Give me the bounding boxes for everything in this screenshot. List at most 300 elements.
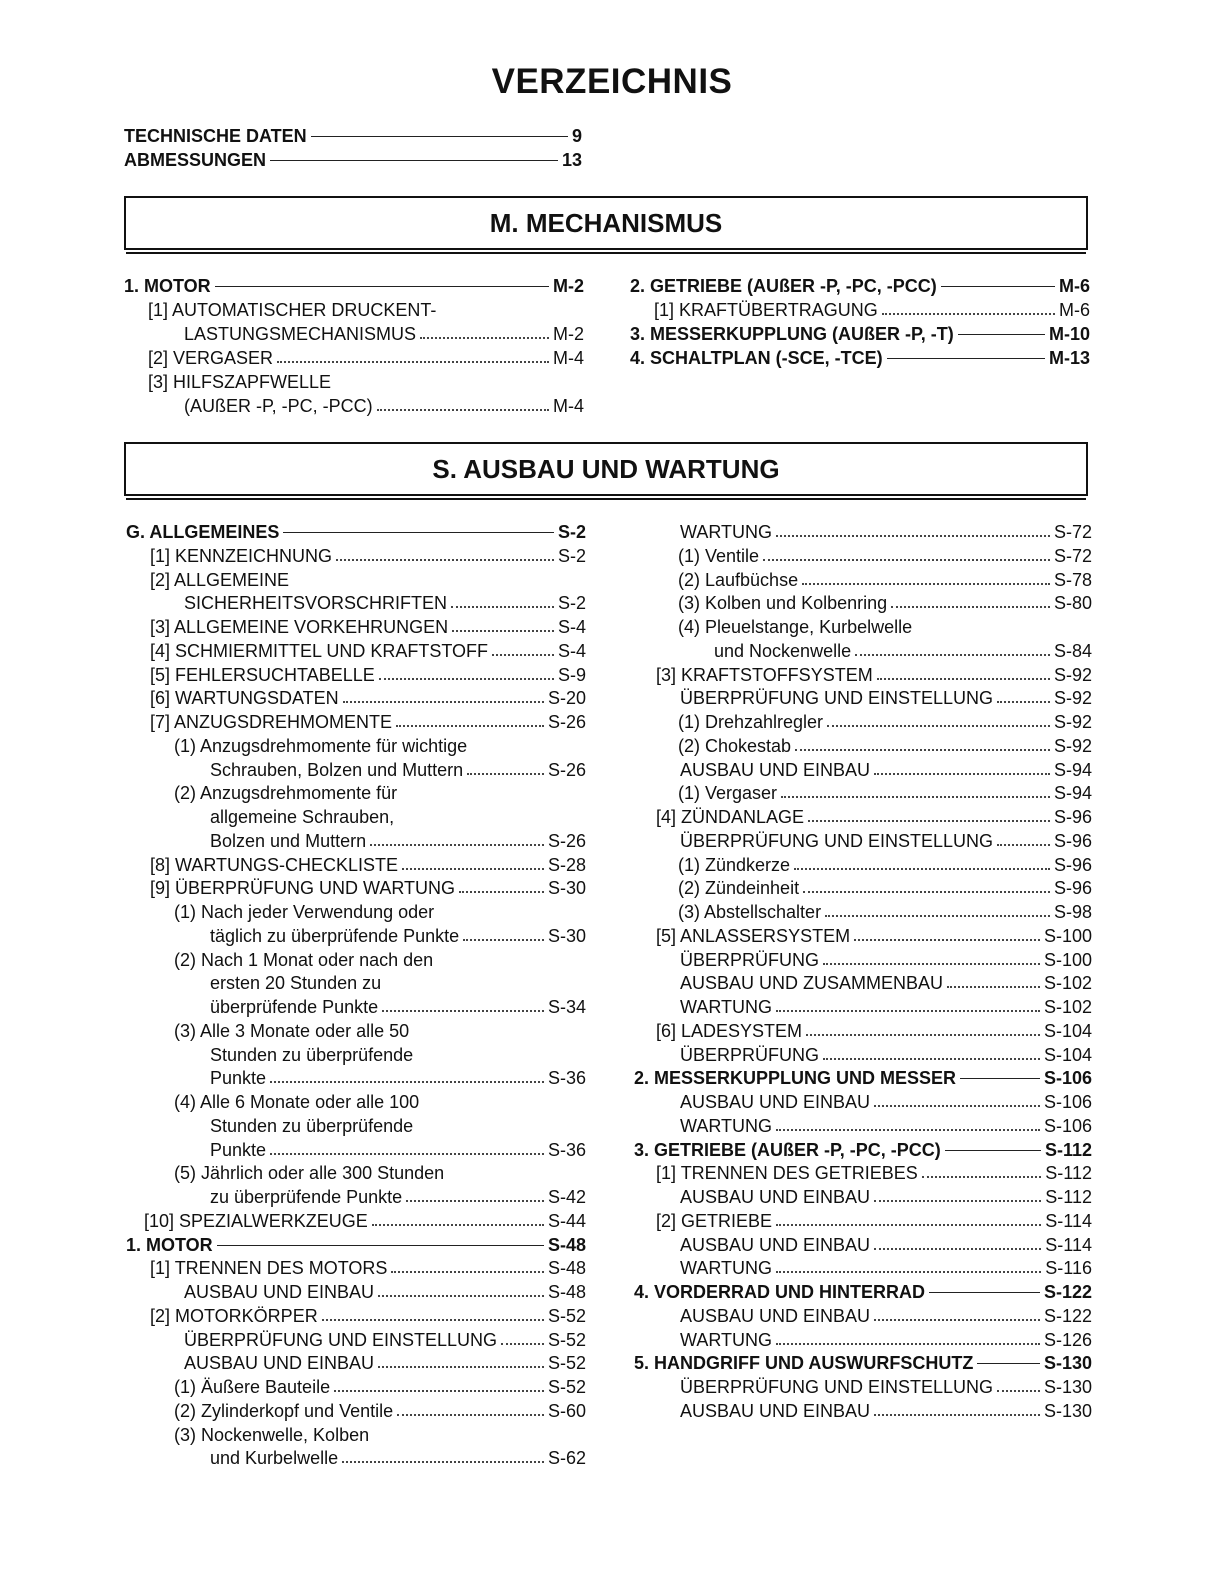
toc-entry-leader [776, 1114, 1040, 1138]
toc-entry-label: ABMESSUNGEN [124, 150, 267, 170]
toc-entry[interactable] [634, 1019, 1092, 1043]
toc-entry[interactable] [634, 1138, 1092, 1162]
toc-entry-label: [2] MOTORKÖRPER [150, 1305, 318, 1326]
toc-entry-leader [372, 1209, 544, 1233]
section-header-mechanismus [124, 196, 1088, 250]
toc-entry-label: AUSBAU UND EINBAU [680, 1400, 871, 1421]
toc-entry-leader [270, 1066, 544, 1090]
toc-entry[interactable] [126, 734, 586, 758]
toc-entry-label: ÜBERPRÜFUNG [680, 1044, 820, 1065]
toc-entry[interactable] [634, 758, 1092, 782]
toc-entry-leader [997, 686, 1050, 710]
toc-entry-page: S-4 [557, 617, 586, 637]
toc-entry-label: überprüfende Punkte [210, 997, 379, 1017]
toc-entry-leader [874, 1185, 1041, 1209]
toc-entry-page: S-92 [1053, 664, 1092, 685]
toc-entry-leader [825, 900, 1050, 924]
toc-entry-label: (2) Zylinderkopf und Ventile [174, 1400, 394, 1421]
toc-entry[interactable] [634, 1209, 1092, 1233]
toc-entry-leader [217, 1233, 544, 1257]
toc-entry-label: 4. SCHALTPLAN (-SCE, -TCE) [630, 348, 883, 368]
toc-entry-page: S-94 [1053, 759, 1092, 780]
toc-entry[interactable] [126, 639, 586, 663]
toc-entry[interactable] [634, 734, 1092, 758]
toc-entry-label: WARTUNG [680, 1329, 772, 1350]
toc-entry[interactable] [634, 995, 1092, 1019]
toc-mechanismus-left [124, 274, 584, 418]
toc-entry-page: M-6 [1059, 300, 1090, 320]
toc-entry[interactable] [126, 1019, 586, 1043]
toc-entry-page: S-34 [547, 997, 586, 1017]
toc-entry-label: 2. MESSERKUPPLUNG UND MESSER [634, 1068, 957, 1089]
toc-entry-label: ÜBERPRÜFUNG [680, 949, 820, 970]
toc-entry-label: (2) Nach 1 Monat oder nach den [174, 949, 434, 970]
toc-entry-page: M-13 [1048, 348, 1090, 368]
toc-entry-label: WARTUNG [680, 997, 772, 1017]
toc-entry[interactable] [126, 1375, 586, 1399]
toc-entry[interactable] [126, 924, 586, 948]
toc-entry-page: S-116 [1045, 1258, 1092, 1279]
toc-entry[interactable] [634, 924, 1092, 948]
toc-entry[interactable] [634, 568, 1092, 592]
toc-entry-page: S-48 [547, 1234, 586, 1255]
toc-entry-label: [9] ÜBERPRÜFUNG UND WARTUNG [150, 878, 456, 899]
toc-entry-label: [1] AUTOMATISCHER DRUCKENT- [148, 300, 437, 320]
toc-entry-label: [1] TRENNEN DES GETRIEBES [656, 1163, 918, 1184]
toc-entry-page: M-6 [1059, 276, 1090, 296]
toc-entry-label: [5] FEHLERSUCHTABELLE [150, 664, 375, 685]
toc-entry-label: AUSBAU UND EINBAU [184, 1282, 375, 1302]
toc-entry-page: S-106 [1043, 1115, 1092, 1136]
toc-entry-leader [781, 781, 1050, 805]
toc-entry-label: Bolzen und Muttern [210, 830, 367, 851]
toc-entry-page: S-52 [547, 1377, 586, 1397]
toc-entry[interactable] [634, 591, 1092, 615]
toc-entry-page: S-72 [1053, 522, 1092, 542]
toc-entry-page: S-42 [547, 1187, 586, 1207]
toc-entry-page: S-130 [1043, 1353, 1092, 1374]
toc-entry[interactable] [634, 1185, 1092, 1209]
toc-entry-label: (2) Laufbüchse [678, 569, 799, 590]
toc-entry-leader [215, 274, 549, 298]
toc-entry-leader [958, 322, 1045, 346]
toc-entry-leader [891, 591, 1050, 615]
toc-entry[interactable] [126, 1185, 586, 1209]
toc-entry[interactable] [634, 710, 1092, 734]
toc-entry-label: [2] GETRIEBE [656, 1210, 773, 1231]
toc-entry-label: Stunden zu überprüfende [210, 1115, 414, 1136]
toc-entry[interactable] [126, 591, 586, 615]
toc-entry-leader [391, 1256, 544, 1280]
toc-entry-leader [997, 829, 1050, 853]
toc-entry[interactable] [126, 1161, 586, 1185]
toc-entry[interactable] [634, 686, 1092, 710]
toc-entry-leader [270, 1138, 544, 1162]
toc-entry-leader [882, 298, 1055, 322]
toc-entry-page: M-10 [1048, 324, 1090, 344]
toc-entry-label: allgemeine Schrauben, [210, 807, 395, 827]
toc-entry-page: S-112 [1044, 1139, 1092, 1160]
toc-entry-label: WARTUNG [680, 522, 772, 542]
toc-entry-label: [2] VERGASER [148, 348, 274, 368]
toc-entry-page: S-100 [1043, 925, 1092, 946]
toc-entry[interactable] [124, 346, 584, 370]
toc-entry-label: zu überprüfende Punkte [210, 1187, 403, 1207]
toc-entry-page: S-26 [547, 830, 586, 851]
toc-entry[interactable] [126, 1328, 586, 1352]
toc-entry[interactable] [634, 1351, 1092, 1375]
toc-entry[interactable] [630, 346, 1090, 370]
toc-entry-page: S-130 [1043, 1400, 1092, 1421]
toc-entry-page: S-62 [547, 1448, 586, 1469]
toc-entry-label: 2. GETRIEBE (AUßER -P, -PC, -PCC) [630, 276, 937, 296]
toc-entry-leader [343, 686, 544, 710]
toc-entry[interactable] [634, 663, 1092, 687]
toc-entry-label: (4) Pleuelstange, Kurbelwelle [678, 617, 913, 637]
toc-entry[interactable] [634, 876, 1092, 900]
toc-entry-page: S-26 [547, 759, 586, 780]
toc-entry-page: S-122 [1043, 1305, 1092, 1326]
toc-entry-page: S-96 [1053, 830, 1092, 851]
toc-entry[interactable] [126, 1209, 586, 1233]
toc-entry-page: S-9 [557, 664, 586, 685]
toc-entry[interactable] [634, 1256, 1092, 1280]
toc-entry-label: und Kurbelwelle [210, 1448, 339, 1469]
toc-entry[interactable] [634, 1375, 1092, 1399]
toc-entry-leader [406, 1185, 544, 1209]
toc-entry[interactable] [634, 805, 1092, 829]
toc-entry-page: S-72 [1053, 545, 1092, 566]
toc-entry[interactable] [126, 758, 586, 782]
toc-entry[interactable] [126, 948, 586, 972]
toc-entry-page: S-92 [1053, 712, 1092, 732]
toc-entry[interactable] [634, 1399, 1092, 1423]
toc-entry[interactable] [634, 781, 1092, 805]
toc-entry-leader [776, 520, 1050, 544]
toc-entry-label: 3. MESSERKUPPLUNG (AUßER -P, -T) [630, 324, 954, 344]
toc-entry[interactable] [126, 544, 586, 568]
toc-entry[interactable] [126, 663, 586, 687]
toc-entry[interactable] [124, 148, 582, 172]
toc-entry-leader [823, 1043, 1040, 1067]
toc-entry-page: S-44 [547, 1210, 586, 1231]
toc-entry[interactable] [126, 853, 586, 877]
toc-entry-page: S-122 [1043, 1282, 1092, 1302]
section-header-text: M. MECHANISMUS [489, 208, 723, 238]
toc-entry[interactable] [126, 568, 586, 592]
toc-entry-leader [270, 148, 558, 172]
toc-entry-page: S-94 [1053, 783, 1092, 804]
toc-entry-page: S-28 [547, 854, 586, 875]
toc-entry-page: S-30 [547, 925, 586, 946]
toc-entry-label: [1] KRAFTÜBERTRAGUNG [654, 300, 878, 320]
toc-entry-page: S-80 [1053, 593, 1092, 614]
toc-entry-label: [1] KENNZEICHNUNG [150, 545, 333, 566]
toc-entry-leader [874, 1399, 1040, 1423]
toc-entry[interactable] [634, 639, 1092, 663]
toc-entry-page: S-52 [547, 1305, 586, 1326]
toc-entry[interactable] [634, 1090, 1092, 1114]
toc-entry-label: 1. MOTOR [124, 276, 211, 296]
toc-entry[interactable] [634, 544, 1092, 568]
toc-entry-page: S-114 [1045, 1234, 1092, 1255]
toc-entry[interactable] [126, 805, 586, 829]
toc-entry-label: AUSBAU UND EINBAU [184, 1353, 375, 1374]
toc-entry[interactable] [126, 1233, 586, 1257]
toc-entry[interactable] [126, 1256, 586, 1280]
toc-entry[interactable] [126, 1043, 586, 1067]
toc-entry-leader [803, 876, 1050, 900]
toc-entry[interactable] [126, 1280, 586, 1304]
toc-entry[interactable] [634, 1161, 1092, 1185]
toc-entry[interactable] [630, 274, 1090, 298]
toc-entry-label: AUSBAU UND EINBAU [680, 1305, 871, 1326]
toc-entry-label: AUSBAU UND EINBAU [680, 759, 871, 780]
toc-entry-label: [10] SPEZIALWERKZEUGE [144, 1210, 368, 1231]
toc-entry-page: S-36 [547, 1068, 586, 1089]
toc-entry-label: WARTUNG [680, 1115, 772, 1136]
toc-entry-label: [8] WARTUNGS-CHECKLISTE [150, 854, 399, 875]
toc-entry-label: [2] ALLGEMEINE [150, 569, 290, 590]
toc-entry-leader [855, 639, 1050, 663]
toc-entry-leader [874, 1090, 1040, 1114]
toc-entry[interactable] [124, 394, 584, 418]
toc-entry-label: [3] HILFSZAPFWELLE [148, 372, 332, 392]
page-title: VERZEICHNIS [491, 62, 733, 101]
toc-entry-leader [823, 948, 1040, 972]
toc-entry-page: S-36 [547, 1139, 586, 1160]
toc-entry[interactable] [634, 1066, 1092, 1090]
toc-entry[interactable] [634, 615, 1092, 639]
toc-entry-page: S-52 [547, 1353, 586, 1374]
toc-entry-label: (1) Äußere Bauteile [174, 1377, 331, 1397]
toc-entry-leader [501, 1328, 544, 1352]
toc-entry-leader [776, 1328, 1040, 1352]
toc-entry-label: TECHNISCHE DATEN [124, 126, 307, 146]
toc-entry-label: [6] LADESYSTEM [656, 1020, 803, 1041]
toc-entry-leader [977, 1351, 1040, 1375]
toc-entry-label: AUSBAU UND EINBAU [680, 1092, 871, 1112]
toc-entry-label: [4] ZÜNDANLAGE [656, 807, 805, 827]
toc-ausbau-right [634, 520, 1092, 1423]
toc-entry-leader [929, 1280, 1040, 1304]
toc-entry[interactable] [630, 298, 1090, 322]
toc-entry-page: M-4 [553, 396, 584, 416]
toc-entry-page: S-2 [557, 593, 586, 614]
toc-entry[interactable] [126, 686, 586, 710]
toc-entry-page: S-98 [1053, 902, 1092, 922]
toc-entry[interactable] [634, 853, 1092, 877]
toc-entry[interactable] [634, 1233, 1092, 1257]
section-header-ausbau [124, 442, 1088, 496]
toc-entry-leader [776, 1209, 1041, 1233]
toc-entry[interactable] [126, 995, 586, 1019]
toc-entry-label: 5. HANDGRIFF UND AUSWURFSCHUTZ [634, 1353, 974, 1374]
toc-entry-leader [874, 1304, 1040, 1328]
toc-entry[interactable] [634, 971, 1092, 995]
toc-entry-leader [808, 805, 1050, 829]
toc-entry-leader [887, 346, 1045, 370]
toc-entry[interactable] [634, 1280, 1092, 1304]
toc-entry-label: (4) Alle 6 Monate oder alle 100 [174, 1092, 420, 1112]
toc-entry[interactable] [126, 971, 586, 995]
toc-entry-label: (1) Nach jeder Verwendung oder [174, 902, 435, 922]
toc-entry-page: S-96 [1053, 807, 1092, 827]
toc-entry-leader [277, 346, 549, 370]
toc-entry-leader [794, 853, 1050, 877]
toc-entry-leader [342, 1446, 544, 1470]
toc-entry-label: (1) Anzugsdrehmomente für wichtige [174, 735, 468, 756]
toc-entry[interactable] [126, 1446, 586, 1470]
toc-entry-label: ÜBERPRÜFUNG UND EINSTELLUNG [680, 830, 994, 851]
toc-entry-leader [402, 853, 544, 877]
toc-entry[interactable] [126, 781, 586, 805]
toc-entry-page: S-126 [1043, 1329, 1092, 1350]
toc-entry-page: S-30 [547, 878, 586, 899]
toc-entry-leader [802, 568, 1050, 592]
toc-entry-label: täglich zu überprüfende Punkte [210, 925, 460, 946]
toc-entry-leader [945, 1138, 1041, 1162]
toc-entry-leader [874, 1233, 1041, 1257]
toc-entry[interactable] [126, 615, 586, 639]
toc-entry-page: S-92 [1053, 735, 1092, 756]
section-header-text: S. AUSBAU UND WARTUNG [432, 454, 780, 484]
toc-entry[interactable] [124, 298, 584, 322]
toc-entry-label: (3) Alle 3 Monate oder alle 50 [174, 1020, 410, 1041]
toc-entry-leader [452, 615, 554, 639]
toc-entry-page: S-102 [1043, 997, 1092, 1017]
toc-entry[interactable] [124, 322, 584, 346]
toc-entry-leader [311, 124, 568, 148]
toc-entry-label: (3) Nockenwelle, Kolben [174, 1424, 370, 1445]
toc-entry-page: S-112 [1045, 1163, 1092, 1184]
toc-entry[interactable] [124, 370, 584, 394]
toc-entry-label: AUSBAU UND EINBAU [680, 1234, 871, 1255]
toc-entry-label: WARTUNG [680, 1258, 772, 1279]
toc-entry-leader [336, 544, 554, 568]
toc-entry-page: S-78 [1053, 569, 1092, 590]
toc-entry-leader [463, 924, 544, 948]
toc-entry-label: Punkte [210, 1139, 267, 1160]
toc-entry-label: AUSBAU UND EINBAU [680, 1187, 871, 1207]
toc-entry-leader [960, 1066, 1040, 1090]
toc-entry-page: S-130 [1043, 1377, 1092, 1397]
toc-entry[interactable] [634, 1114, 1092, 1138]
toc-entry-label: [3] ALLGEMEINE VORKEHRUNGEN [150, 617, 449, 637]
toc-ausbau-left [126, 520, 586, 1470]
toc-entry-page: 9 [571, 126, 582, 146]
toc-entry[interactable] [126, 1423, 586, 1447]
toc-entry[interactable] [126, 1399, 586, 1423]
toc-entry[interactable] [126, 1351, 586, 1375]
toc-entry-label: (3) Kolben und Kolbenring [678, 593, 888, 614]
toc-entry-label: (5) Jährlich oder alle 300 Stunden [174, 1163, 445, 1184]
toc-entry-page: S-2 [557, 545, 586, 566]
toc-entry-leader [874, 758, 1050, 782]
toc-entry-page: S-84 [1053, 640, 1092, 661]
toc-entry-page: S-100 [1043, 949, 1092, 970]
toc-entry[interactable] [630, 322, 1090, 346]
toc-entry-page: S-92 [1053, 688, 1092, 709]
toc-entry-page: S-96 [1053, 878, 1092, 899]
toc-entry-leader [420, 322, 549, 346]
toc-entry[interactable] [634, 520, 1092, 544]
toc-entry[interactable] [126, 1066, 586, 1090]
toc-entry-label: ÜBERPRÜFUNG UND EINSTELLUNG [680, 1377, 994, 1397]
toc-entry-page: S-104 [1043, 1020, 1092, 1041]
toc-entry-label: ersten 20 Stunden zu [210, 973, 382, 994]
toc-entry-label: Punkte [210, 1068, 267, 1089]
toc-entry-label: 3. GETRIEBE (AUßER -P, -PC, -PCC) [634, 1139, 941, 1160]
toc-entry[interactable] [126, 900, 586, 924]
toc-entry-label: (3) Abstellschalter [678, 902, 822, 922]
toc-entry-label: AUSBAU UND ZUSAMMENBAU [680, 973, 944, 994]
toc-entry-page: S-48 [547, 1282, 586, 1302]
toc-entry-label: [5] ANLASSERSYSTEM [656, 925, 851, 946]
toc-entry[interactable] [126, 829, 586, 853]
toc-entry[interactable] [124, 124, 582, 148]
toc-entry-label: [1] TRENNEN DES MOTORS [150, 1258, 388, 1279]
toc-entry[interactable] [634, 900, 1092, 924]
toc-entry[interactable] [634, 948, 1092, 972]
toc-entry-page: S-114 [1045, 1210, 1092, 1231]
toc-entry-leader [854, 924, 1040, 948]
toc-entry[interactable] [126, 1304, 586, 1328]
toc-entry-leader [334, 1375, 544, 1399]
toc-entry[interactable] [634, 1328, 1092, 1352]
toc-entry-label: [7] ANZUGSDREHMOMENTE [150, 712, 393, 732]
toc-entry-leader [947, 971, 1040, 995]
toc-entry[interactable] [124, 274, 584, 298]
toc-entry-page: M-2 [553, 324, 584, 344]
toc-entry-leader [997, 1375, 1040, 1399]
toc-entry-leader [795, 734, 1050, 758]
toc-top [124, 124, 582, 172]
toc-entry-page: S-26 [547, 712, 586, 732]
toc-entry-label: ÜBERPRÜFUNG UND EINSTELLUNG [680, 688, 994, 709]
toc-entry-label: (1) Zündkerze [678, 854, 791, 875]
toc-entry-page: S-2 [557, 522, 586, 542]
toc-entry-leader [459, 876, 544, 900]
toc-entry-leader [396, 710, 544, 734]
toc-entry-page: 13 [561, 150, 582, 170]
toc-entry-label: 4. VORDERRAD UND HINTERRAD [634, 1282, 926, 1302]
toc-entry-page: S-20 [547, 688, 586, 709]
toc-entry-label: LASTUNGSMECHANISMUS [184, 324, 417, 344]
toc-entry-label: (1) Ventile [678, 545, 760, 566]
toc-entry[interactable] [126, 1138, 586, 1162]
toc-entry[interactable] [634, 1043, 1092, 1067]
toc-entry[interactable] [126, 520, 586, 544]
toc-entry-leader [378, 1280, 544, 1304]
toc-entry[interactable] [126, 1090, 586, 1114]
toc-entry-page: M-2 [553, 276, 584, 296]
toc-entry[interactable] [126, 710, 586, 734]
toc-entry-page: S-102 [1043, 973, 1092, 994]
toc-entry-leader [322, 1304, 544, 1328]
toc-entry-leader [941, 274, 1055, 298]
toc-entry-label: 1. MOTOR [126, 1234, 213, 1255]
toc-entry-leader [377, 394, 549, 418]
toc-entry[interactable] [126, 1114, 586, 1138]
toc-entry[interactable] [126, 876, 586, 900]
toc-entry[interactable] [634, 829, 1092, 853]
toc-entry-leader [922, 1161, 1041, 1185]
toc-entry-label: ÜBERPRÜFUNG UND EINSTELLUNG [184, 1329, 498, 1350]
toc-entry-label: [4] SCHMIERMITTEL UND KRAFTSTOFF [150, 640, 489, 661]
toc-entry[interactable] [634, 1304, 1092, 1328]
toc-entry-page: S-60 [547, 1400, 586, 1421]
